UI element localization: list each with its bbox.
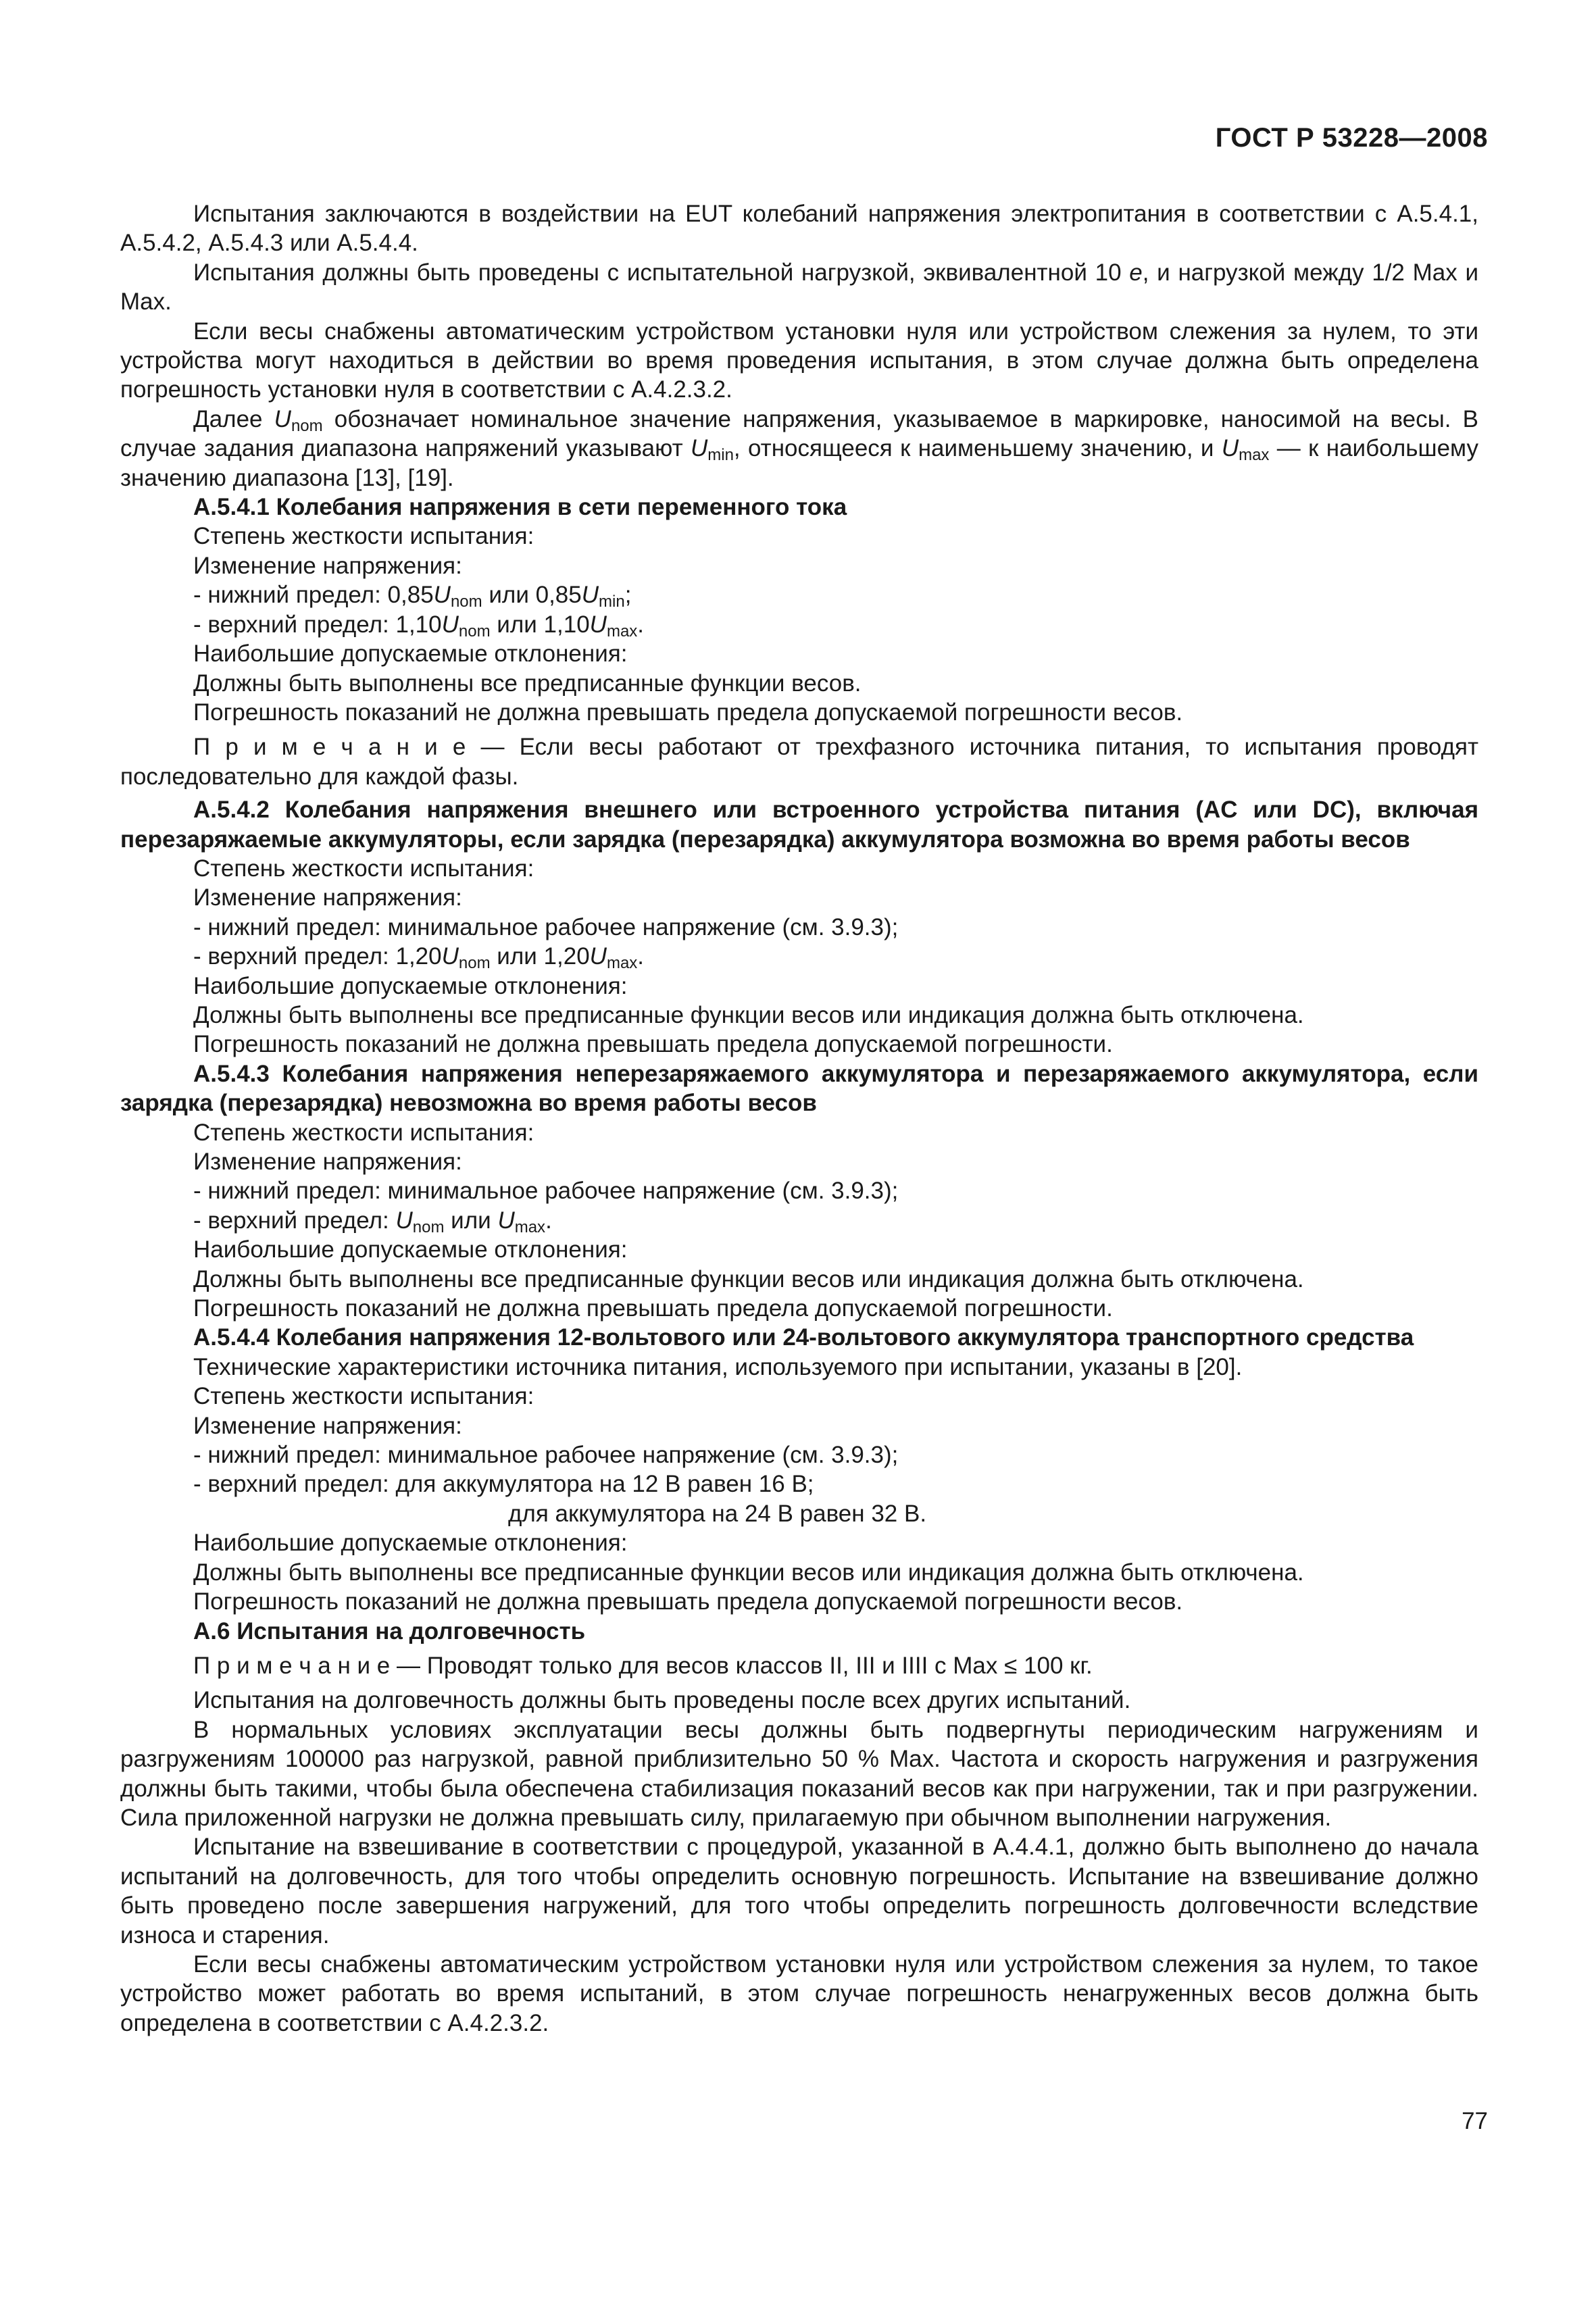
- a544-upper-limit-12v: - верхний предел: для аккумулятора на 12 В равен 16 В;: [193, 1471, 814, 1498]
- a6-note: П р и м е ч а н и е — Проводят только для весов классов II, III и IIII с Max ≤ 100 кг.: [193, 1652, 1093, 1679]
- a544-severity: Степень жесткости испытания:: [193, 1383, 534, 1410]
- a542-deviations: Наибольшие допускаемые отклонения:: [193, 972, 628, 999]
- a541-deviations: Наибольшие допускаемые отклонения:: [193, 640, 628, 668]
- a541-lower-limit: - нижний предел: $0,85U_{nom}$ или $0,85U_{min}$;: [193, 582, 632, 611]
- a542-severity: Степень жесткости испытания:: [193, 855, 534, 882]
- a543-lower-limit: - нижний предел: минимальное рабочее напряжение (см. 3.9.3);: [193, 1178, 899, 1205]
- a542-lower-limit: - нижний предел: минимальное рабочее напряжение (см. 3.9.3);: [193, 913, 899, 940]
- intro-paragraph-3: Если весы снабжены автоматическим устройством установки нуля или устройством слежения за нулем, то эти устройства могут находиться в действии во время проведения испытания, в этом случае должна быть определена погрешность установки нуля в соответствии с А.4.2.3.2.: [120, 318, 1478, 403]
- a542-change: Изменение напряжения:: [193, 884, 462, 911]
- page-header-doc-id: ГОСТ Р 53228—2008: [1215, 123, 1488, 153]
- a542-error: Погрешность показаний не должна превышать предела допускаемой погрешности.: [193, 1031, 1113, 1058]
- a541-change: Изменение напряжения:: [193, 552, 462, 579]
- a543-change: Изменение напряжения:: [193, 1149, 462, 1175]
- a544-deviations: Наибольшие допускаемые отклонения:: [193, 1530, 628, 1557]
- section-a542-title: А.5.4.2 Колебания напряжения внешнего или встроенного устройства питания (AC или DC), включая перезаряжаемые аккумуляторы, если зарядка (перезарядка) аккумулятора возможна во время работы весов: [120, 797, 1478, 853]
- a544-lower-limit: - нижний предел: минимальное рабочее напряжение (см. 3.9.3);: [193, 1442, 899, 1469]
- a544-change: Изменение напряжения:: [193, 1412, 462, 1439]
- intro-paragraph-2: Испытания должны быть проведены с испытательной нагрузкой, эквивалентной 10 e, и нагрузкой между 1/2 Max и Max.: [120, 259, 1478, 316]
- a544-specs: Технические характеристики источника питания, используемого при испытании, указаны в [20].: [193, 1353, 1243, 1380]
- a543-functions: Должны быть выполнены все предписанные функции весов или индикация должна быть отключена.: [193, 1265, 1304, 1292]
- a543-deviations: Наибольшие допускаемые отклонения:: [193, 1236, 628, 1263]
- a541-functions: Должны быть выполнены все предписанные функции весов.: [193, 670, 862, 697]
- a541-error: Погрешность показаний не должна превышать предела допускаемой погрешности весов.: [193, 699, 1183, 726]
- a6-paragraph-2: В нормальных условиях эксплуатации весы должны быть подвергнуты периодическим нагружениям и разгружениям 100000 раз нагрузкой, равной приблизительно 50 % Max. Частота и скорость нагружения и разгружения должны быть такими, чтобы была обеспечена стабилизация показаний весов как при нагружении, так и при разгружении. Сила приложенной нагрузки не должна превышать силу, прилагаемую при обычном выполнении нагружения.: [120, 1716, 1478, 1831]
- a543-severity: Степень жесткости испытания:: [193, 1119, 534, 1146]
- a542-functions: Должны быть выполнены все предписанные функции весов или индикация должна быть отключена.: [193, 1001, 1304, 1028]
- a6-paragraph-1: Испытания на долговечность должны быть проведены после всех других испытаний.: [193, 1687, 1131, 1714]
- a6-paragraph-3: Испытание на взвешивание в соответствии с процедурой, указанной в А.4.4.1, должно быть выполнено до начала испытаний на долговечность, для того чтобы определить основную погрешность. Испытание на взвешивание должно быть проведено после завершения нагружений, для того чтобы определить погрешность долговечности вследствие износа и старения.: [120, 1834, 1478, 1948]
- a544-upper-limit-24v: для аккумулятора на 24 В равен 32 В.: [508, 1500, 927, 1527]
- a543-error: Погрешность показаний не должна превышать предела допускаемой погрешности.: [193, 1295, 1113, 1322]
- page-content: [120, 199, 1478, 2038]
- a541-note: П р и м е ч а н и е — Если весы работают от трехфазного источника питания, то испытания проводят последовательно для каждой фазы.: [120, 734, 1478, 790]
- a543-upper-limit: - верхний предел: $U_{nom}$ или $U_{max}$.: [193, 1207, 552, 1236]
- a542-upper-limit: - верхний предел: $1,20U_{nom}$ или $1,20U_{max}$.: [193, 943, 645, 973]
- a544-error: Погрешность показаний не должна превышать предела допускаемой погрешности весов.: [193, 1588, 1183, 1615]
- page-number: 77: [1462, 2108, 1488, 2134]
- intro-paragraph-4: Далее $U_{nom}$ обозначает номинальное значение напряжения, указываемое в маркировке, наносимой на весы. В случае задания диапазона напряжений указывают $U_{min}$, относящееся к наименьшему значению, и $U_{max}$ — к наибольшему значению диапазона [13], [19].: [120, 405, 1478, 491]
- a544-functions: Должны быть выполнены все предписанные функции весов или индикация должна быть отключена.: [193, 1559, 1304, 1586]
- a6-paragraph-4: Если весы снабжены автоматическим устройством установки нуля или устройством слежения за нулем, то такое устройство может работать во время испытаний, в этом случае погрешность ненагруженных весов должна быть определена в соответствии с А.4.2.3.2.: [120, 1951, 1478, 2036]
- section-a6-title: А.6 Испытания на долговечность: [193, 1617, 586, 1644]
- section-a544-title: А.5.4.4 Колебания напряжения 12-вольтового или 24-вольтового аккумулятора транспортного средства: [193, 1324, 1414, 1351]
- section-a541-title: А.5.4.1 Колебания напряжения в сети переменного тока: [193, 494, 847, 521]
- a541-severity: Степень жесткости испытания:: [193, 523, 534, 550]
- section-a543-title: А.5.4.3 Колебания напряжения неперезаряжаемого аккумулятора и перезаряжаемого аккумулятора, если зарядка (перезарядка) невозможна во время работы весов: [120, 1060, 1478, 1117]
- intro-paragraph-1: Испытания заключаются в воздействии на EUT колебаний напряжения электропитания в соответствии с А.5.4.1, А.5.4.2, А.5.4.3 или А.5.4.4.: [120, 201, 1478, 257]
- a541-upper-limit: - верхний предел: $1,10U_{nom}$ или $1,10U_{max}$.: [193, 611, 645, 640]
